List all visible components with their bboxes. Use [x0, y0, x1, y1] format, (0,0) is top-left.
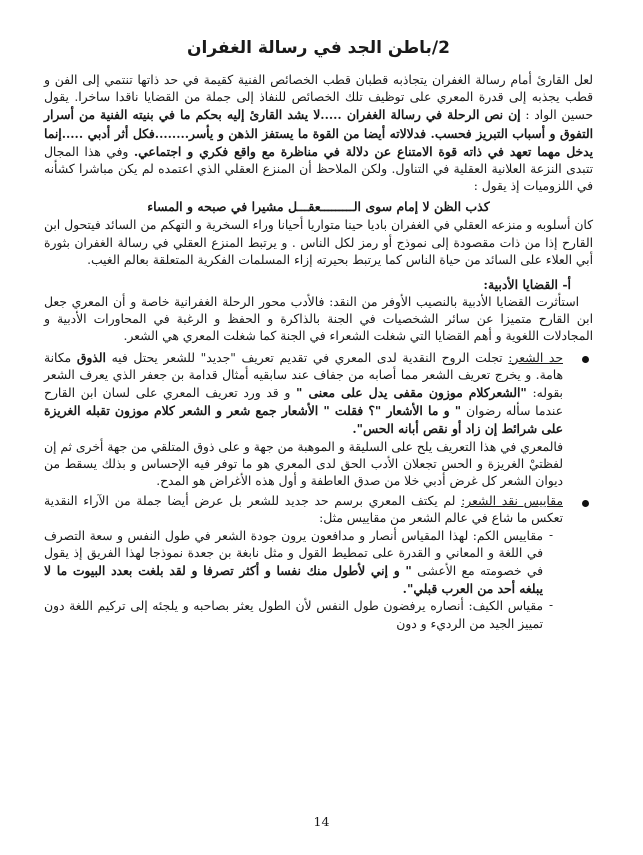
dash-item-quality — [44, 598, 553, 632]
bullet-list — [44, 349, 593, 528]
bullet-quote-bold: "الشعركلام موزون مقفى يدل على معنى " — [295, 385, 527, 401]
page-title: 2/باطن الجد في رسالة الغفران — [187, 38, 450, 58]
section-heading-literary-issues: أ- القضايا الأدبية: — [483, 277, 571, 293]
page-number: 14 — [313, 814, 330, 829]
bullet-text: تجلت الروح النقدية لدى المعري في تقديم تعريف "جديد" للشعر يحتل فيه — [111, 350, 503, 365]
intro-tail-text: وفي هذا المجال تتبدى النزعة العلانية العقلية في التناول. ولكن الملاحظ أن المنزع العقلي الذي اعتمده لم يكن مباشرا كشأنه في اللزوميات إذ يقول : — [44, 144, 593, 194]
bullet-item-poetry-definition — [44, 349, 593, 491]
bullet-text: لم يكتف المعري برسم حد جديد للشعر بل عرض أيضا جملة من الآراء النقدية تعكس ما شاع في عالم الشعر من مقاييس مثل: — [44, 494, 563, 526]
dash-text: مقاييس الكم: لهذا المقياس أنصار و مدافعون يرون جودة الشعر في طول النفس و سعة التصرف في اللغة و المعاني و القدرة على تمطيط القول و مثل نابغة بن جعدة نموذجا لهذا الفريق إذ يقول في خصومته مع الأعشى — [44, 528, 543, 579]
intro-paragraph — [44, 72, 593, 195]
bullet-dot-icon — [582, 356, 589, 363]
dash-quote-bold: " و إني لأطول منك نفسا و أكثر تصرفا و لقد بلغت بعدد البيوت ما لا يبلغه أحد من العرب قبلي". — [44, 563, 543, 597]
bullet-continuation: فالمعري في هذا التعريف يلح على السليقة و الموهبة من جهة و على ذوق المتلقي من جهة أخرى ثم إن لفظتيْ الغريزة و الحس تجعلان الأدب الحق لدى المعري هو ما توفر فيه الإحساس و بذلك يسقط من ديوان الشعر كل غرض أدبي خلا من صدق العاطفة و أول هذه الأغراض هو المدح. — [44, 439, 563, 489]
section-literary-text: استأثرت القضايا الأدبية بالنصيب الأوفر من النقد: فالأدب محور الرحلة الغفرانية خاصة و أن المعري جعل ابن القارح متميزا عن سائر الشخصيات في الجنة بالذاكرة و الحفظ و الرغبة في المحاورات الأدبية و المجادلات اللغوية و أهم القضايا التي شغلت الشعراء في الجنة كما شغلت المعري هي الشعر. — [44, 295, 593, 344]
dash-mark-icon: - — [548, 598, 553, 613]
bullet-label: حد الشعر: — [508, 350, 563, 365]
dash-item-quantity — [44, 527, 553, 599]
intro-text: لعل القارئ أمام رسالة الغفران يتجاذبه قطبان قطب الخصائص الفنية كقيمة في حد ذاتها تنتمي إلى الفن و قطب يجذبه إلى قدرة المعري على توظيف تلك الخصائص للنفاذ إلى جملة من القضايا ناقدا ساخرا. يقول حسين الواد : — [44, 73, 593, 123]
intro-quote-bold: إن نص الرحلة في رسالة الغفران .....لا يشد القارئ إليه بحكم ما في بنيته الفنية من أسرار التفوق و أسباب التبريز فحسب. فدلالاته أيضا من القوة ما يستفز الذهن و يأسر........فكل أثر أدبي .....إنما يدخل مهما تعهد في ذاته قوة الامتناع عن دلالة في مناظرة مع واقع فكري و اجتماعي. — [44, 107, 593, 159]
second-paragraph: كان أسلوبه و منزعه العقلي في الغفران باديا حينا متواريا أحيانا وراء السخرية و التهكم من السائد فيتحول ابن القارح إذا من ذات مقصودة إلى نموذج أو رمز لكل الناس . و يرتبط المنزع العقلي في رسالة الغفران بثورة أبي العلاء على السائد من حياة الناس كما يرتبط بحيرته إزاء المسلمات الفكرية المتعلقة بعالم الغيب. — [44, 218, 593, 267]
dash-mark-icon: - — [548, 527, 553, 542]
bullet-text: و قد ورد تعريف المعري على لسان ابن القارح عندما سأله رضوان — [44, 386, 563, 419]
dash-text: مقياس الكيف: أنصاره يرفضون طول النفس لأن الطول يعثر بصاحبه و يلجئه إلى تركيم اللغة دون تمييز الجيد من الرديء و دون — [44, 599, 543, 631]
bullet-bold: الذوق — [76, 349, 106, 365]
bullet-text: مكانة هامة. و يخرج تعريف الشعر مما أصابه من جفاف عند سابقيه أمثال قدامة بن جعفر الذي يعرف الشعر بقوله: — [44, 350, 563, 401]
bullet-dot-icon — [582, 500, 589, 507]
verse-line: كذب الظن لا إمام سوى الـــــــــعقـــل مشيرا في صبحه و المساء — [147, 199, 490, 215]
bullet-item-criticism-measures — [44, 493, 593, 527]
dash-list — [44, 528, 593, 633]
bullet-label: مقاييس نقد الشعر: — [461, 494, 563, 509]
bullet-quote-bold: " و ما الأشعار "؟ فقلت " الأشعار جمع شعر و الشعر كلام موزون تقبله الغريزة على شرائط إن زاد أو نقص أبانه الحس". — [44, 403, 563, 437]
